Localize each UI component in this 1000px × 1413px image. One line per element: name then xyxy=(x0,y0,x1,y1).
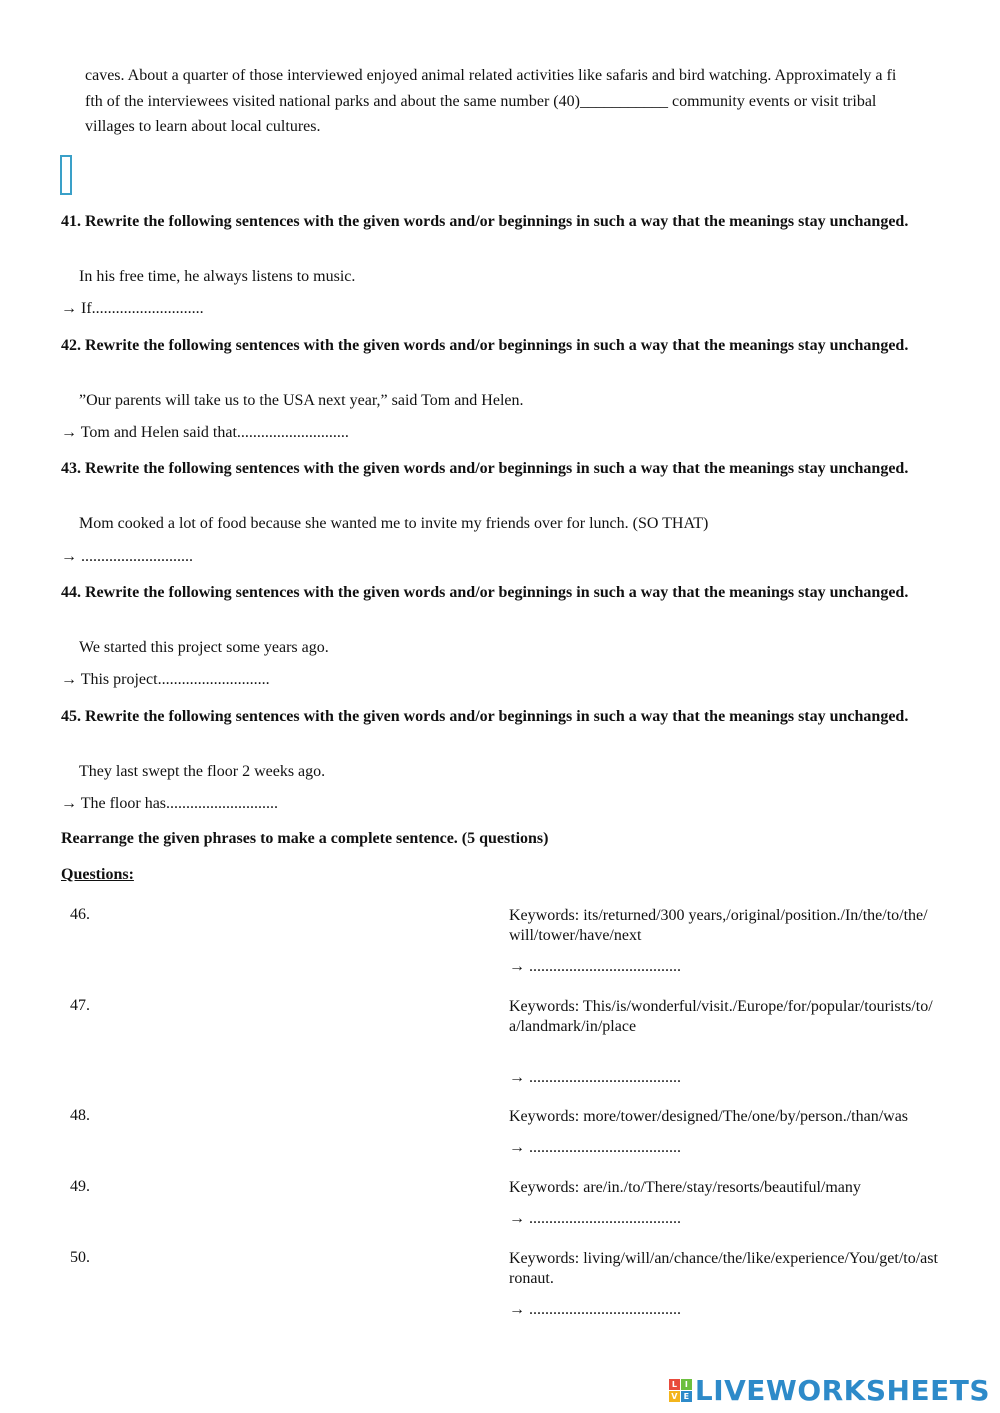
question-43-heading: 43. Rewrite the following sentences with the given words and/or beginnings in such a way that the meanings stay unchanged. xyxy=(61,460,909,477)
question-42-sentence: ”Our parents will take us to the USA next year,” said Tom and Helen. xyxy=(79,392,524,409)
intro-line: villages to learn about local cultures. xyxy=(85,118,321,135)
question-45-heading: 45. Rewrite the following sentences with the given words and/or beginnings in such a way that the meanings stay unchanged. xyxy=(61,708,909,725)
logo-text: LIVEWORKSHEETS xyxy=(694,1374,990,1407)
questions-label: Questions: xyxy=(61,866,134,883)
logo-icon-letter: V xyxy=(669,1391,680,1402)
question-45-answer[interactable]: → The floor has............................ xyxy=(61,795,279,812)
logo-icon-letter: L xyxy=(669,1379,680,1390)
question-42-answer[interactable]: → Tom and Helen said that............................ xyxy=(61,424,349,441)
section-title: Rearrange the given phrases to make a complete sentence. (5 questions) xyxy=(61,830,549,847)
question-50-answer[interactable]: → ...................................... xyxy=(509,1301,681,1318)
question-41-heading: 41. Rewrite the following sentences with the given words and/or beginnings in such a way that the meanings stay unchanged. xyxy=(61,213,909,230)
question-48-keywords: Keywords: more/tower/designed/The/one/by/person./than/was xyxy=(509,1108,909,1125)
intro-line: caves. About a quarter of those interviewed enjoyed animal related activities like safaris and bird watching. Approximately a fi xyxy=(85,67,897,84)
question-44-answer[interactable]: → This project............................ xyxy=(61,671,270,688)
liveworksheets-logo xyxy=(669,1374,990,1407)
question-41-answer[interactable]: → If............................ xyxy=(61,300,204,317)
question-46-keywords: Keywords: its/returned/300 years,/original/position./In/the/to/the/will/tower/have/next xyxy=(509,907,928,944)
question-44-sentence: We started this project some years ago. xyxy=(79,639,329,656)
logo-icon-letter: E xyxy=(681,1391,692,1402)
answer-input-box[interactable] xyxy=(60,155,72,195)
logo-icon-letter: I xyxy=(681,1379,692,1390)
liveworksheets-logo-icon xyxy=(669,1379,692,1402)
question-49-keywords: Keywords: are/in./to/There/stay/resorts/beautiful/many xyxy=(509,1179,861,1196)
question-44-heading: 44. Rewrite the following sentences with the given words and/or beginnings in such a way that the meanings stay unchanged. xyxy=(61,584,909,601)
question-47-number: 47. xyxy=(70,997,90,1014)
question-50-number: 50. xyxy=(70,1249,90,1266)
question-47-keywords: Keywords: This/is/wonderful/visit./Europe/for/popular/tourists/to/a/landmark/in/place xyxy=(509,998,933,1035)
question-45-sentence: They last swept the floor 2 weeks ago. xyxy=(79,763,326,780)
question-41-sentence: In his free time, he always listens to music. xyxy=(79,268,356,285)
intro-line: fth of the interviewees visited national parks and about the same number (40)___________ community events or visit tribal xyxy=(85,92,877,110)
question-46-number: 46. xyxy=(70,906,90,923)
question-49-number: 49. xyxy=(70,1178,90,1195)
question-43-answer[interactable]: → ............................ xyxy=(61,548,193,565)
question-48-answer[interactable]: → ...................................... xyxy=(509,1139,681,1156)
question-46-answer[interactable]: → ...................................... xyxy=(509,958,681,975)
question-49-answer[interactable]: → ...................................... xyxy=(509,1210,681,1227)
question-43-sentence: Mom cooked a lot of food because she wanted me to invite my friends over for lunch. (SO THAT) xyxy=(79,515,709,532)
question-50-keywords: Keywords: living/will/an/chance/the/like/experience/You/get/to/astronaut. xyxy=(509,1250,938,1287)
intro-paragraph xyxy=(85,63,945,140)
question-48-number: 48. xyxy=(70,1107,90,1124)
question-47-answer[interactable]: → ...................................... xyxy=(509,1069,681,1086)
question-42-heading: 42. Rewrite the following sentences with the given words and/or beginnings in such a way that the meanings stay unchanged. xyxy=(61,337,909,354)
